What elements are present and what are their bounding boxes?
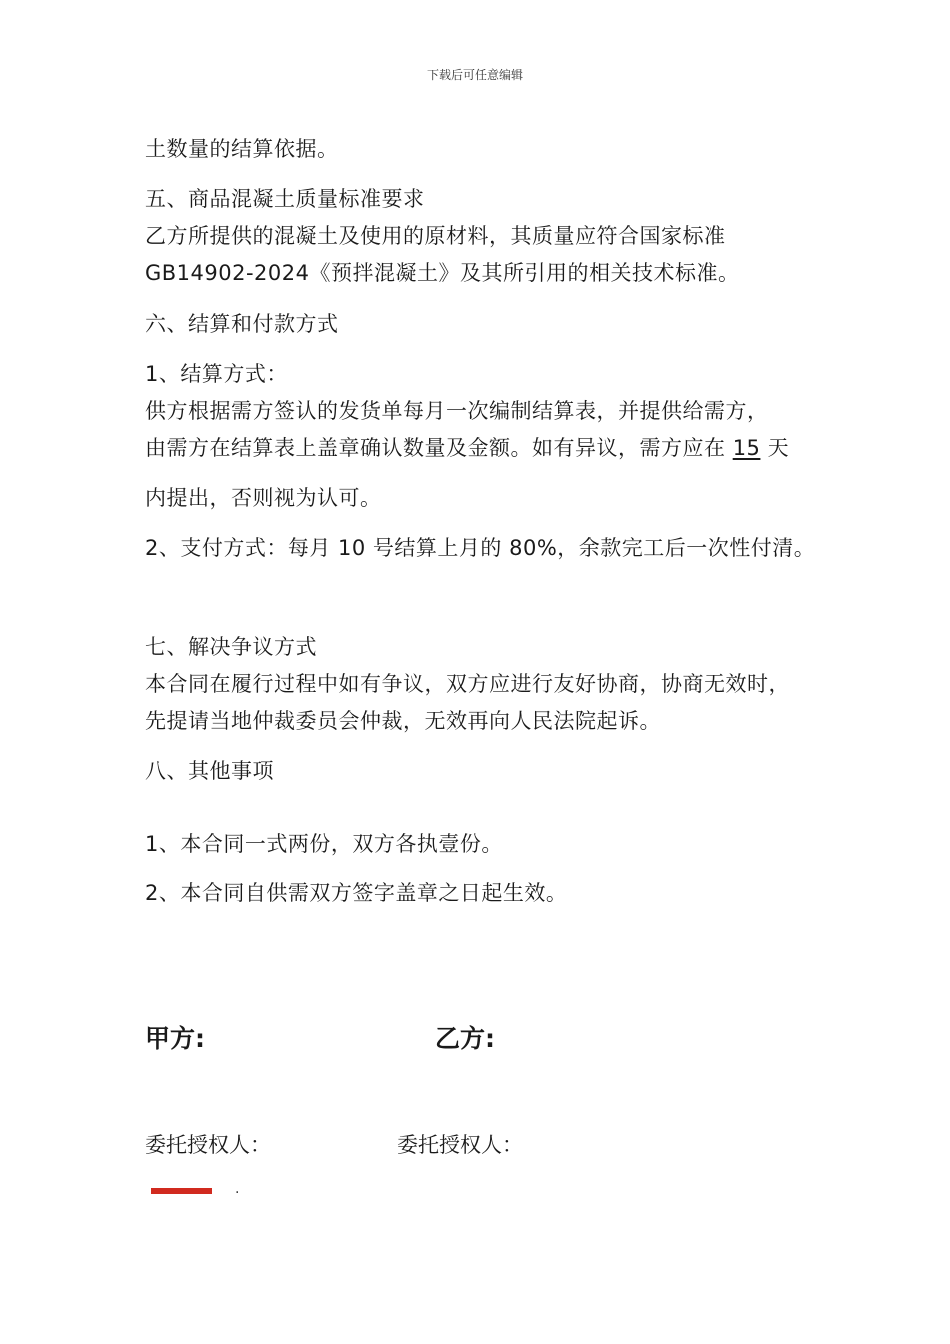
section-heading-7: 七、解决争议方式: [145, 635, 317, 659]
red-decorative-bar: [151, 1188, 212, 1194]
text-line: 先提请当地仲裁委员会仲裁，无效再向人民法院起诉。: [145, 709, 661, 733]
text-line: 乙方所提供的混凝土及使用的原材料，其质量应符合国家标准: [145, 224, 726, 248]
text-line: 2、本合同自供需双方签字盖章之日起生效。: [145, 881, 568, 905]
text-line: 内提出，否则视为认可。: [145, 486, 382, 510]
agent-b-label: 委托授权人：: [397, 1133, 523, 1157]
text-line: 供方根据需方签认的发货单每月一次编制结算表，并提供给需方，: [145, 399, 769, 423]
text-line: 土数量的结算依据。: [145, 137, 339, 161]
text-line: [145, 435, 789, 461]
section-heading-6: 六、结算和付款方式: [145, 312, 339, 336]
text-line: GB14902-2024《预拌混凝土》及其所引用的相关技术标准。: [145, 261, 740, 285]
party-b-label: 乙方:: [435, 1024, 495, 1053]
text-line: 本合同在履行过程中如有争议，双方应进行友好协商，协商无效时，: [145, 672, 790, 696]
text-line: 1、本合同一式两份，双方各执壹份。: [145, 832, 503, 856]
party-a-label: 甲方:: [145, 1024, 205, 1053]
section-heading-5: 五、商品混凝土质量标准要求: [145, 187, 425, 211]
agent-a-label: 委托授权人：: [145, 1133, 271, 1157]
underlined-days-value: 15: [732, 436, 761, 460]
text-line: 2、支付方式：每月 10 号结算上月的 80%，余款完工后一次性付清。: [145, 536, 816, 560]
section-heading-8: 八、其他事项: [145, 759, 274, 783]
text-segment: 天: [767, 436, 790, 460]
dot-mark: .: [235, 1181, 240, 1197]
text-segment: 由需方在结算表上盖章确认数量及金额。如有异议，需方应在: [145, 436, 726, 460]
page-header: 下载后可任意编辑: [426, 68, 523, 82]
text-line: 1、结算方式：: [145, 362, 288, 386]
